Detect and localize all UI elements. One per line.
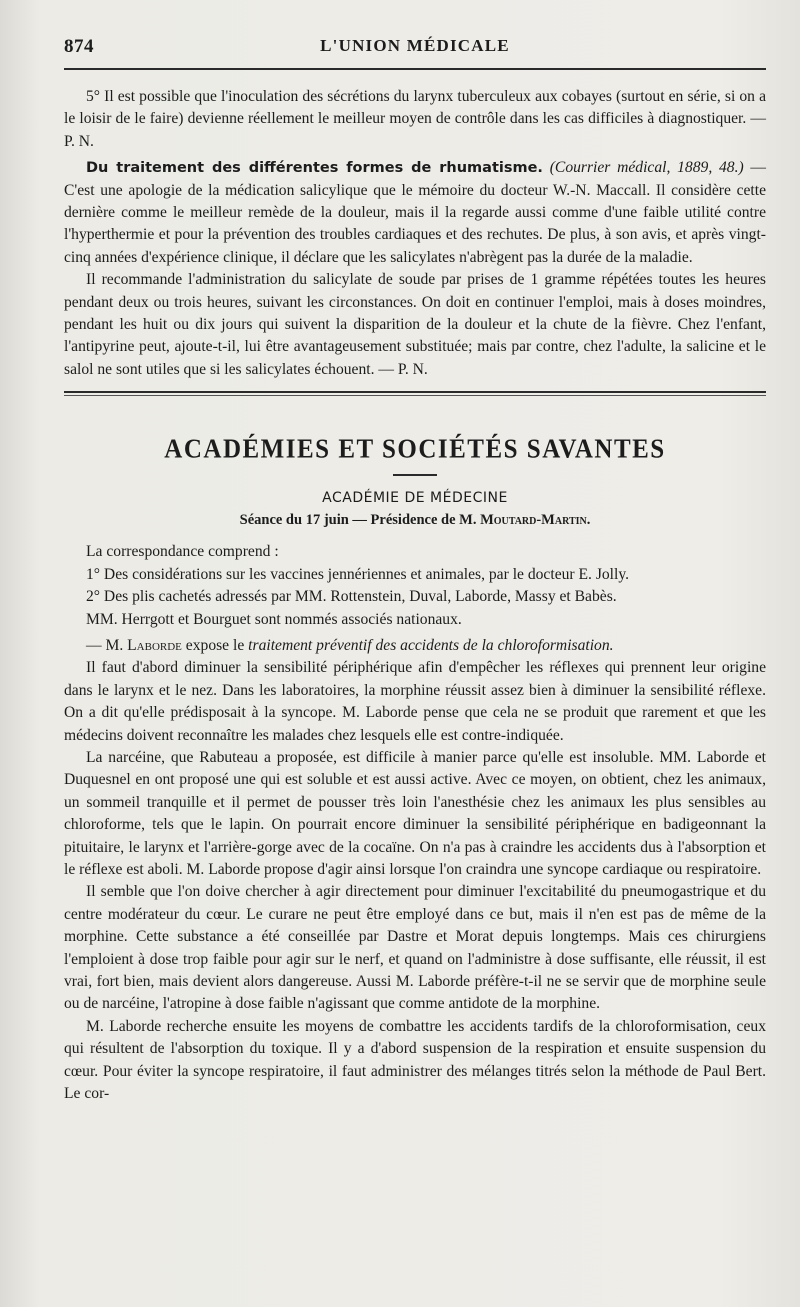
running-head: L'UNION MÉDICALE <box>320 36 510 55</box>
section-title: ACADÉMIES ET SOCIÉTÉS SAVANTES <box>164 434 666 465</box>
paragraph-narceine: La narcéine, que Rabuteau a proposée, est difficile à manier parce qu'elle est insoluble. MM. Laborde et Duquesnel en ont proposé une qui est soluble et est aussi active. Avec ce moyen, on obtient, chez les animaux, un sommeil tranquille et il permet de pousser très loin l'anesthésie chez les animaux les plus sensibles au chloroforme, tels que le lapin. On pourrait encore diminuer la sensibilité périphérique en badigeonnant la pituitaire, le larynx et l'arrière-gorge avec de la cocaïne. On n'a pas à craindre les accidents dus à l'absorption et le réflexe est aboli. M. Laborde propose d'agir ainsi lorsque l'on craindra une syncope cardiaque ou respiratoire. <box>64 748 766 878</box>
paragraph-nommes: MM. Herrgott et Bourguet sont nommés associés nationaux. <box>86 610 462 628</box>
session-line <box>64 512 766 529</box>
session-president: Moutard-Martin. <box>480 512 591 529</box>
article-source: (Courrier médical, 1889, 48.) <box>549 159 744 177</box>
paragraph-recherche: M. Laborde recherche ensuite les moyens de combattre les accidents tardifs de la chloroformisation, ceux qui résultent de l'absorption du toxique. Il y a d'abord suspension de la respiration et ensuite suspension du cœur. Pour éviter la syncope respiratoire, il faut administrer des mélanges titrés selon la méthode de Paul Bert. Le cor- <box>64 1017 766 1103</box>
paragraph-semble: Il semble que l'on doive chercher à agir directement pour diminuer l'excitabilité du pneumogastrique et du centre modérateur du cœur. Le curare ne peut être employé dans ce but, mais il n'en est pas de même de la morphine. Cette substance a été conseillée par Dastre et Morat depuis longtemps. Mais ces chirurgiens l'emploient à dose trop faible pour agir sur le nerf, et quand on l'administre à dose suffisante, elle réussit, il est vrai, fort bien, mais devient alors dangereuse. Aussi M. Laborde préfère-t-il ne se servir que de morphine seule ou de narcéine, l'atropine à dose faible n'agissant que comme antidote de la morphine. <box>64 883 766 1013</box>
paragraph-item-5: 5° Il est possible que l'inoculation des sécrétions du larynx tuberculeux aux cobayes (surtout en série, si on a le loisir de le faire) devienne réellement le meilleur moyen de contrôle dans les cas difficiles à diagnostiquer. — P. N. <box>64 88 766 150</box>
laborde-topic: traitement préventif des accidents de la chloroformisation. <box>248 636 614 654</box>
subsection-title: ACADÉMIE DE MÉDECINE <box>322 490 508 507</box>
header-rule <box>64 68 766 70</box>
article-body: — C'est une apologie de la médication salicylique que le mémoire du docteur W.-N. Maccall. Il considère cette dernière comme le meilleur remède de la douleur, mais il la regarde aussi comme d'une faible utilité contre l'hyperthermie et pour la prévention des troubles cardiaques et des rechutes. De plus, à son avis, et après vingt-cinq années d'expérience clinique, il déclare que les salicylates n'abrègent pas la durée de la maladie. <box>64 159 767 266</box>
page-number: 874 <box>64 36 94 57</box>
paragraph-diminuer: Il faut d'abord diminuer la sensibilité périphérique afin d'empêcher les réflexes qui prennent leur origine dans le larynx et le nez. Dans les laboratoires, la morphine réussit assez bien à diminuer la sensibilité réflexe. On a dit qu'elle prédisposait à la syncope. M. Laborde pense que cela ne se produit que rarement et que les médecins doivent reconnaître les malades chez lesquels elle est contre-indiquée. <box>64 659 766 744</box>
paragraph-laborde-expose <box>64 635 766 657</box>
paragraph-item-2: 2° Des plis cachetés adressés par MM. Rottenstein, Duval, Laborde, Massy et Babès. <box>86 588 617 606</box>
paragraph-recommande: Il recommande l'administration du salicylate de soude par prises de 1 gramme répétées toutes les heures pendant deux ou trois heures, suivant les circonstances. On doit en continuer l'emploi, mais à doses moindres, pendant les huit ou dix jours qui suivent la disparition de la douleur et la chute de la fièvre. Chez l'enfant, l'antipyrine peut, ajoute-t-il, lui être avantageusement substituée; mais par contre, chez l'adulte, la salicine et le salol ne sont utiles que si les salicylates échouent. — P. N. <box>64 271 766 378</box>
short-rule <box>393 474 437 476</box>
paragraph-rhumatisme <box>64 157 766 269</box>
page-header <box>64 34 766 68</box>
paragraph-correspondance: La correspondance comprend : <box>86 543 279 561</box>
paragraph-item-1: 1° Des considérations sur les vaccines jennériennes et animales, par le docteur E. Jolly. <box>86 565 630 583</box>
article-title: Du traitement des différentes formes de rhumatisme. <box>86 160 543 177</box>
section-divider <box>64 391 766 396</box>
laborde-prefix: — M. <box>86 636 128 654</box>
laborde-mid: expose le <box>181 636 249 654</box>
laborde-name: Laborde <box>127 636 182 654</box>
session-prefix: Séance du 17 juin — Présidence de M. <box>239 512 481 529</box>
